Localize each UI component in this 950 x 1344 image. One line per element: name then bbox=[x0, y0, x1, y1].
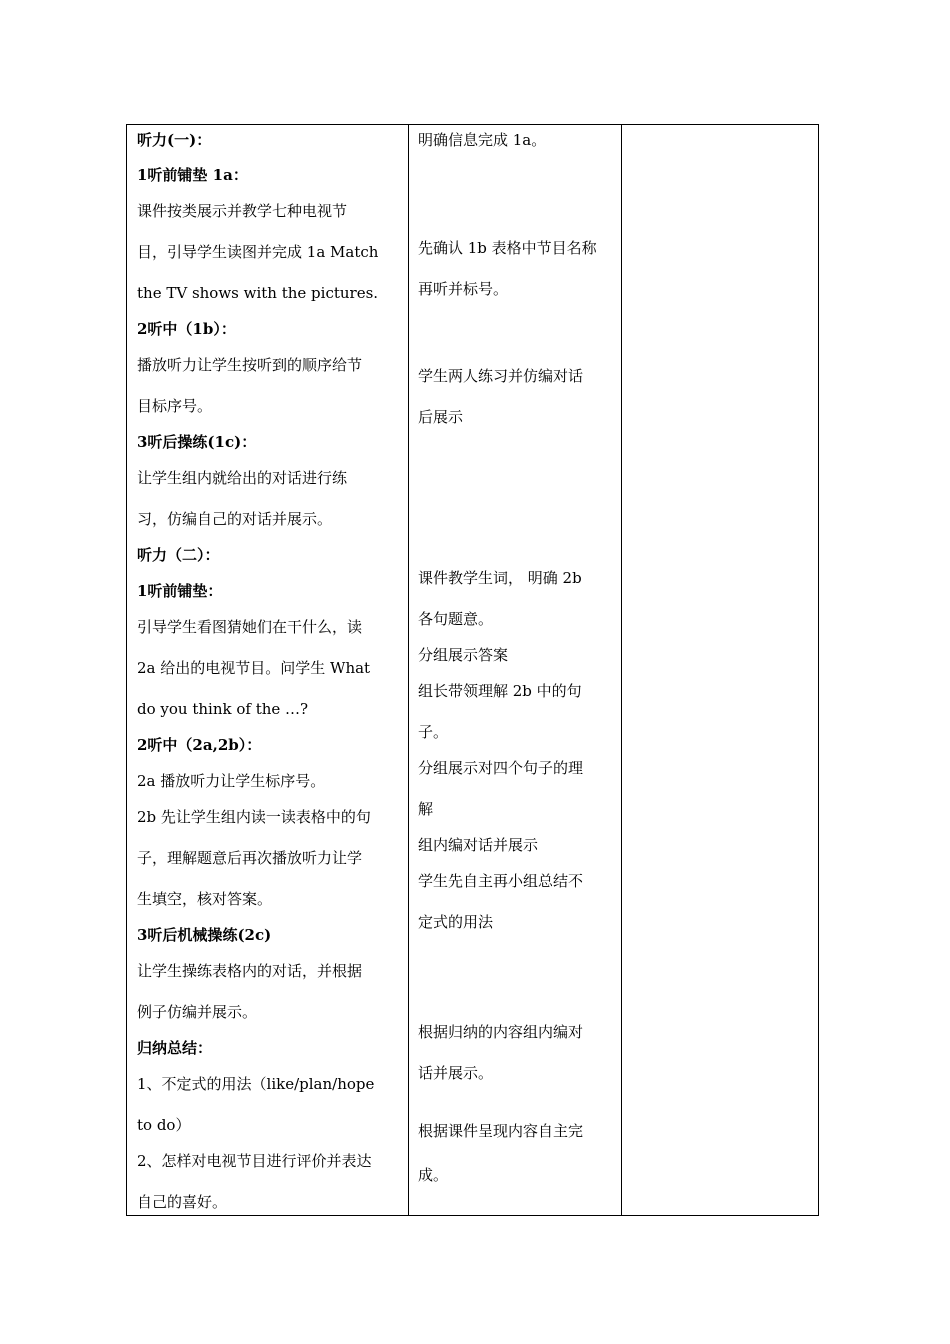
text-line: 2a 播放听力让学生标序号。 bbox=[137, 772, 326, 790]
section-heading: 归纳总结： bbox=[137, 1039, 213, 1057]
column-divider bbox=[621, 125, 622, 1215]
text-line: 再听并标号。 bbox=[418, 280, 509, 298]
step-heading: 2听中（2a,2b）： bbox=[137, 736, 262, 754]
text-line: 课件教学生词， 明确 2b bbox=[418, 569, 582, 587]
text-line: 组长带领理解 2b 中的句 bbox=[418, 682, 582, 700]
text-line: 生填空，核对答案。 bbox=[137, 890, 273, 908]
text-line: 让学生组内就给出的对话进行练 bbox=[137, 469, 348, 487]
text-line: 1、不定式的用法（like/plan/hope bbox=[137, 1075, 375, 1093]
text-line: 2、怎样对电视节目进行评价并表达 bbox=[137, 1152, 372, 1170]
text-line: 根据课件呈现内容自主完 bbox=[418, 1122, 584, 1140]
section-heading: 听力(一)： bbox=[137, 131, 212, 149]
section-heading: 听力（二）： bbox=[137, 546, 220, 564]
lesson-table bbox=[126, 124, 819, 1216]
text-line: 学生两人练习并仿编对话 bbox=[418, 367, 584, 385]
text-line: 课件按类展示并教学七种电视节 bbox=[137, 202, 348, 220]
step-heading: 1听前铺垫 1a： bbox=[137, 166, 248, 184]
column-divider bbox=[408, 125, 409, 1215]
text-line: 播放听力让学生按听到的顺序给节 bbox=[137, 356, 363, 374]
text-line: 自己的喜好。 bbox=[137, 1193, 228, 1211]
text-line: 引导学生看图猜她们在干什么，读 bbox=[137, 618, 363, 636]
text-line: 后展示 bbox=[418, 408, 464, 426]
text-line: 子。 bbox=[418, 723, 449, 741]
text-line: 目，引导学生读图并完成 1a Match bbox=[137, 243, 379, 261]
text-line: 习，仿编自己的对话并展示。 bbox=[137, 510, 333, 528]
text-line: 让学生操练表格内的对话，并根据 bbox=[137, 962, 363, 980]
text-line: 话并展示。 bbox=[418, 1064, 494, 1082]
text-line: do you think of the …? bbox=[137, 700, 309, 718]
text-line: 根据归纳的内容组内编对 bbox=[418, 1023, 584, 1041]
text-line: 明确信息完成 1a。 bbox=[418, 131, 547, 149]
step-heading: 2听中（1b）： bbox=[137, 320, 236, 338]
step-heading: 3听后操练(1c)： bbox=[137, 433, 257, 451]
step-heading: 1听前铺垫： bbox=[137, 582, 223, 600]
text-line: 解 bbox=[418, 800, 434, 818]
step-heading: 3听后机械操练(2c) bbox=[137, 926, 272, 944]
text-line: 目标序号。 bbox=[137, 397, 213, 415]
text-line: 例子仿编并展示。 bbox=[137, 1003, 258, 1021]
text-line: 2a 给出的电视节目。问学生 What bbox=[137, 659, 371, 677]
text-line: 2b 先让学生组内读一读表格中的句 bbox=[137, 808, 371, 826]
text-line: 定式的用法 bbox=[418, 913, 494, 931]
text-line: 子，理解题意后再次播放听力让学 bbox=[137, 849, 363, 867]
text-line: 组内编对话并展示 bbox=[418, 836, 539, 854]
text-line: 成。 bbox=[418, 1166, 449, 1184]
text-line: 分组展示答案 bbox=[418, 646, 509, 664]
text-line: 学生先自主再小组总结不 bbox=[418, 872, 584, 890]
text-line: the TV shows with the pictures. bbox=[137, 284, 379, 302]
text-line: 先确认 1b 表格中节目名称 bbox=[418, 239, 597, 257]
text-line: to do） bbox=[137, 1116, 191, 1134]
text-line: 各句题意。 bbox=[418, 610, 494, 628]
text-line: 分组展示对四个句子的理 bbox=[418, 759, 584, 777]
